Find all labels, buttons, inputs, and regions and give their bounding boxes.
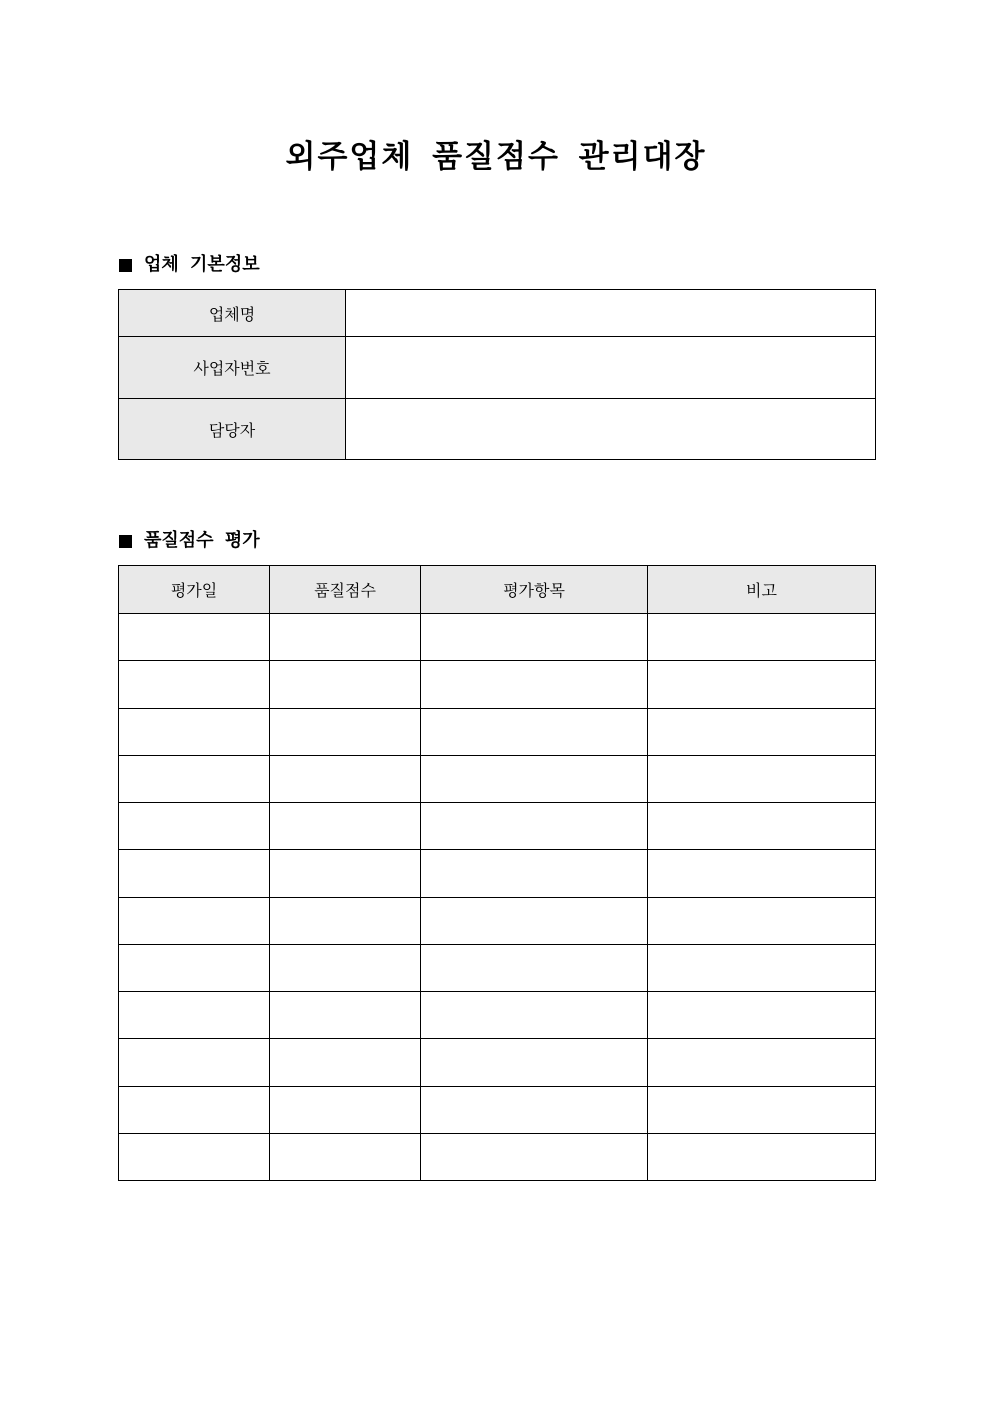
eval-date-cell[interactable]: [119, 992, 270, 1039]
basic-info-table: [118, 289, 876, 460]
remarks-cell[interactable]: [648, 992, 876, 1039]
quality-score-cell[interactable]: [270, 755, 421, 802]
remarks-cell[interactable]: [648, 850, 876, 897]
remarks-cell[interactable]: [648, 897, 876, 944]
eval-item-cell[interactable]: [421, 755, 648, 802]
column-header-remarks: 비고: [648, 566, 876, 614]
eval-date-cell[interactable]: [119, 897, 270, 944]
table-row: [119, 614, 876, 661]
remarks-cell[interactable]: [648, 755, 876, 802]
column-header-quality-score: 품질점수: [270, 566, 421, 614]
eval-date-cell[interactable]: [119, 755, 270, 802]
table-row: [119, 944, 876, 991]
quality-score-cell[interactable]: [270, 897, 421, 944]
table-row: [119, 337, 876, 399]
eval-item-cell[interactable]: [421, 850, 648, 897]
eval-date-cell[interactable]: [119, 1086, 270, 1133]
quality-score-cell[interactable]: [270, 708, 421, 755]
quality-score-cell[interactable]: [270, 944, 421, 991]
eval-item-cell[interactable]: [421, 944, 648, 991]
manager-label: 담당자: [119, 399, 346, 460]
eval-item-cell[interactable]: [421, 1133, 648, 1180]
page-title: 외주업체 품질점수 관리대장: [285, 139, 707, 175]
column-header-eval-date: 평가일: [119, 566, 270, 614]
table-row: [119, 708, 876, 755]
company-name-label: 업체명: [119, 290, 346, 337]
remarks-cell[interactable]: [648, 661, 876, 708]
business-number-field[interactable]: [346, 337, 876, 399]
manager-field[interactable]: [346, 399, 876, 460]
square-bullet-icon: [119, 259, 132, 272]
eval-date-cell[interactable]: [119, 803, 270, 850]
business-number-label: 사업자번호: [119, 337, 346, 399]
remarks-cell[interactable]: [648, 803, 876, 850]
section-heading-basic-info: [119, 253, 260, 277]
remarks-cell[interactable]: [648, 708, 876, 755]
remarks-cell[interactable]: [648, 1086, 876, 1133]
quality-score-cell[interactable]: [270, 1039, 421, 1086]
table-row: [119, 399, 876, 460]
quality-score-cell[interactable]: [270, 1133, 421, 1180]
table-row: [119, 1039, 876, 1086]
eval-item-cell[interactable]: [421, 897, 648, 944]
quality-score-cell[interactable]: [270, 992, 421, 1039]
eval-item-cell[interactable]: [421, 1086, 648, 1133]
eval-date-cell[interactable]: [119, 1039, 270, 1086]
eval-item-cell[interactable]: [421, 661, 648, 708]
quality-score-cell[interactable]: [270, 850, 421, 897]
remarks-cell[interactable]: [648, 1039, 876, 1086]
eval-date-cell[interactable]: [119, 708, 270, 755]
remarks-cell[interactable]: [648, 1133, 876, 1180]
table-row: [119, 850, 876, 897]
table-row: [119, 755, 876, 802]
column-header-eval-item: 평가항목: [421, 566, 648, 614]
company-name-field[interactable]: [346, 290, 876, 337]
eval-date-cell[interactable]: [119, 1133, 270, 1180]
section-heading-label: 업체 기본정보: [144, 254, 260, 275]
table-row: [119, 992, 876, 1039]
table-row: [119, 897, 876, 944]
eval-item-cell[interactable]: [421, 614, 648, 661]
remarks-cell[interactable]: [648, 944, 876, 991]
eval-date-cell[interactable]: [119, 614, 270, 661]
quality-evaluation-table: [118, 565, 876, 1181]
square-bullet-icon: [119, 535, 132, 548]
table-header-row: [119, 566, 876, 614]
table-row: [119, 1133, 876, 1180]
eval-date-cell[interactable]: [119, 661, 270, 708]
section-heading-label: 품질점수 평가: [144, 530, 260, 551]
eval-item-cell[interactable]: [421, 803, 648, 850]
table-row: [119, 1086, 876, 1133]
eval-item-cell[interactable]: [421, 708, 648, 755]
quality-score-cell[interactable]: [270, 1086, 421, 1133]
eval-item-cell[interactable]: [421, 1039, 648, 1086]
eval-date-cell[interactable]: [119, 850, 270, 897]
quality-score-cell[interactable]: [270, 661, 421, 708]
eval-item-cell[interactable]: [421, 992, 648, 1039]
table-row: [119, 661, 876, 708]
table-row: [119, 803, 876, 850]
quality-score-cell[interactable]: [270, 614, 421, 661]
remarks-cell[interactable]: [648, 614, 876, 661]
section-heading-quality-evaluation: [119, 529, 260, 553]
eval-date-cell[interactable]: [119, 944, 270, 991]
table-row: [119, 290, 876, 337]
quality-score-cell[interactable]: [270, 803, 421, 850]
